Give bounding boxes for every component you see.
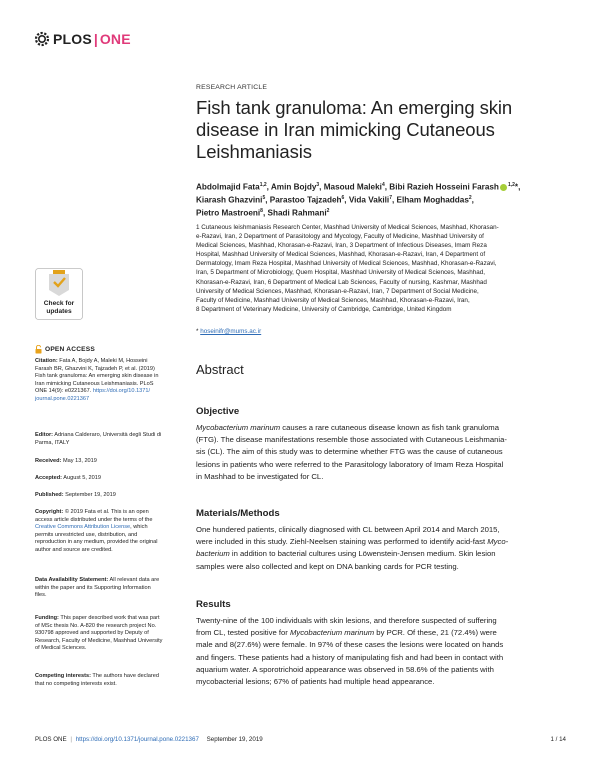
accepted-block bbox=[35, 475, 181, 483]
text-run: by PCR. Of these, 21 (72.4%) were bbox=[374, 628, 497, 638]
open-access-label bbox=[35, 345, 95, 354]
accepted-label: Accepted: bbox=[35, 475, 63, 481]
affiliations bbox=[196, 223, 564, 314]
text-run: samples were also collected and kept on DNA banking cards for PCR testing. bbox=[196, 561, 459, 571]
logo-separator: | bbox=[93, 31, 98, 47]
author-sep: , bbox=[471, 195, 474, 205]
text-run: mycobacterial lesions; 67% of patients had multiple head appearance. bbox=[196, 677, 435, 687]
funding-line-5: of Medical Sciences. bbox=[35, 645, 87, 651]
text-run: from CL, tested positive for bbox=[196, 628, 290, 638]
affiliation-line: Hospital, Mashhad University of Medical Sciences, Mashhad, Khorasan-e-Razavi, Iran, 4 Department of bbox=[196, 251, 486, 259]
logo-plos-text: PLOS bbox=[53, 31, 92, 47]
author-sup: 4 bbox=[381, 182, 385, 188]
author-sup: 2 bbox=[326, 207, 330, 214]
title-line-1: Fish tank granuloma: An emerging skin bbox=[196, 97, 513, 118]
corresp-star: * bbox=[196, 328, 199, 335]
author-sup: 6 bbox=[341, 194, 345, 201]
open-access-text: OPEN ACCESS bbox=[45, 346, 95, 353]
citation-label: Citation: bbox=[35, 358, 58, 364]
methods-paragraph bbox=[196, 524, 568, 573]
author-tajzadeh[interactable]: , Parastoo Tajzadeh bbox=[265, 195, 342, 205]
author-sup: 1,2 bbox=[507, 182, 515, 188]
cc-license-link[interactable]: Creative Commons Attribution License bbox=[35, 524, 131, 530]
author-mastroeni[interactable]: Pietro Mastroeni bbox=[196, 208, 261, 218]
copyright-block bbox=[35, 509, 181, 554]
citation-line-4: Iran mimicking Cutaneous Leishmaniasis. PLoS bbox=[35, 380, 154, 387]
competing-line-1: The authors have declared bbox=[90, 673, 159, 679]
affiliation-line: Faculty of Medicine, Mashhad University of Medical Sciences, Mashhad, Khorasan-e-Razavi, Iran, bbox=[196, 296, 470, 304]
text-run: in Mashhad to be investigated for CL. bbox=[196, 471, 324, 481]
copyright-line-3: , which bbox=[130, 524, 148, 530]
text-run: in addition to bacterial cultures using Löwenstein-Jensen medium. Skin lesion bbox=[229, 549, 496, 559]
author-rahmani[interactable]: , Shadi Rahmani bbox=[262, 208, 327, 218]
species-name: bacterium bbox=[196, 549, 230, 559]
funding-block bbox=[35, 615, 181, 653]
species-name: Mycobacterium marinum bbox=[196, 423, 281, 432]
data-availability-block bbox=[35, 577, 181, 600]
author-moghaddas[interactable]: , Elham Moghaddas bbox=[392, 195, 469, 205]
affiliation-line: e-Razavi, Iran, 2 Department of Parasitology and Mycology, Faculty of Medicine, Mashhad University of bbox=[196, 233, 484, 241]
affiliation-line: 1 Cutaneous leishmaniasis Research Center, Mashhad University of Medical Sciences, Mashhad, Khorasan- bbox=[196, 224, 499, 231]
abstract-line bbox=[196, 434, 568, 446]
text-run: One hundered patients, clinically diagnosed with CL between April 2014 and March 2015, bbox=[196, 525, 500, 534]
corresp-email-link[interactable]: hoseinifr@mums.ac.ir bbox=[200, 328, 262, 335]
citation-line-5: ONE 14(9): e0221367. bbox=[35, 388, 93, 394]
author-vakili[interactable]: , Vida Vakili bbox=[344, 195, 390, 205]
open-lock-icon bbox=[35, 345, 42, 354]
abstract-line bbox=[196, 446, 568, 458]
funding-label: Funding: bbox=[35, 615, 59, 621]
editor-line-1: Adriana Calderaro, Università degli Studi di bbox=[53, 432, 162, 438]
author-list bbox=[196, 180, 571, 219]
text-run: (FTG). The disease manifestations resemble those associated with Cutaneous Leishmania- bbox=[196, 435, 507, 445]
text-run: aquarium water. A sporotrichoid appearance was observed in 58.6% of the patients with bbox=[196, 664, 494, 674]
funding-line-1: This paper described work that was part bbox=[58, 615, 160, 621]
title-line-3: Leishmaniasis bbox=[196, 141, 312, 162]
competing-label: Competing interests: bbox=[35, 673, 91, 679]
editor-label: Editor: bbox=[35, 432, 54, 438]
abstract-line bbox=[196, 639, 568, 651]
funding-line-2: of MSc thesis No. A-820 the research project No. bbox=[35, 622, 157, 629]
author-sup: 7 bbox=[389, 194, 392, 201]
footer-journal: PLOS ONE bbox=[35, 736, 67, 743]
article-title bbox=[196, 97, 571, 163]
methods-heading: Materials/Methods bbox=[196, 508, 280, 519]
author-sup: 3 bbox=[316, 182, 320, 188]
results-heading: Results bbox=[196, 599, 231, 610]
editor-block bbox=[35, 432, 181, 447]
check-updates-line1: Check for bbox=[43, 300, 75, 307]
text-run: lesions in patients who were referred to the Parasitology laboratory of Imam Reza Hospital bbox=[196, 459, 504, 469]
article-type: RESEARCH ARTICLE bbox=[196, 84, 268, 91]
abstract-line bbox=[196, 548, 568, 560]
text-run: causes a rare cutaneous disease known as fish tank granuloma bbox=[280, 423, 499, 432]
author-maleki[interactable]: , Masoud Maleki bbox=[319, 182, 382, 192]
copyright-line-2: access article distributed under the terms of the bbox=[35, 516, 153, 523]
published-value: September 19, 2019 bbox=[63, 492, 116, 498]
results-paragraph bbox=[196, 615, 568, 688]
author-fata[interactable]: Abdolmajid Fata bbox=[196, 182, 260, 192]
affiliation-line: Iran, 5 Department of Microbiology, Quem Hospital, Mashhad University of Medical Sciences, Mashhad, bbox=[196, 269, 485, 277]
citation-line-1: Fata A, Bojdy A, Maleki M, Hosseini bbox=[57, 358, 148, 364]
author-ghazvini[interactable]: Kiarash Ghazvini bbox=[196, 195, 263, 205]
author-sup: 1,2 bbox=[259, 182, 267, 188]
funding-line-3: 930798 approved and supported by Deputy of bbox=[35, 630, 149, 636]
species-name: Mycobacterium marinum bbox=[290, 628, 375, 638]
text-run: male and 8(27.6%) were female. In 97% of these cases the lesions were located on hands bbox=[196, 640, 504, 650]
footer-doi-link[interactable]: https://doi.org/10.1371/journal.pone.0221367 bbox=[75, 736, 199, 743]
citation-doi-link[interactable]: https://doi.org/10.1371/ bbox=[92, 388, 151, 394]
abstract-line bbox=[196, 652, 568, 664]
corresponding-author bbox=[196, 328, 571, 335]
abstract-line bbox=[196, 627, 568, 639]
footer-page-number: 1 / 14 bbox=[550, 736, 566, 743]
competing-interests-block bbox=[35, 673, 181, 688]
affiliation-line: Medical Sciences, Mashhad, Khorasan-e-Razavi, Iran, 3 Department of Infectious Diseases, Imam Reza bbox=[196, 242, 487, 250]
abstract-line bbox=[196, 422, 568, 434]
abstract-line bbox=[196, 561, 568, 573]
accepted-value: August 5, 2019 bbox=[62, 475, 101, 481]
author-sup: 8 bbox=[260, 207, 263, 214]
data-availability-label: Data Availability Statement: bbox=[35, 577, 109, 583]
copyright-line-5: reproduction in any medium, provided the original bbox=[35, 539, 158, 545]
published-block bbox=[35, 492, 181, 500]
funding-line-4: Research, Faculty of Medicine, Mashhad University bbox=[35, 637, 163, 644]
copyright-label: Copyright: bbox=[35, 509, 64, 515]
author-bojdy[interactable]: , Amin Bojdy bbox=[266, 182, 317, 192]
data-line-3: files. bbox=[35, 592, 47, 598]
abstract-line bbox=[196, 459, 568, 471]
received-value: May 13, 2019 bbox=[61, 458, 97, 464]
affiliation-line: 8 Department of Veterinary Medicine, University of Cambridge, Cambridge, United Kingdom bbox=[196, 305, 452, 313]
orcid-icon[interactable] bbox=[500, 184, 507, 191]
objective-heading: Objective bbox=[196, 406, 240, 417]
footer-date: September 19, 2019 bbox=[206, 736, 263, 743]
abstract-line bbox=[196, 615, 568, 627]
title-line-2: disease in Iran mimicking Cutaneous bbox=[196, 119, 495, 140]
author-sup: 2 bbox=[468, 194, 472, 201]
data-line-1: All relevant data are bbox=[108, 577, 160, 583]
check-updates-label bbox=[35, 300, 83, 316]
abstract-heading: Abstract bbox=[196, 362, 244, 377]
affiliation-line: Dermatology, Imam Reza Hospital, Mashhad University of Medical Sciences, Mashhad, Khorasan-e-Razavi, bbox=[196, 260, 497, 268]
competing-line-2: that no competing interests exist. bbox=[35, 680, 117, 687]
published-label: Published: bbox=[35, 492, 64, 498]
author-corresp-mark: *, bbox=[514, 182, 521, 192]
abstract-line bbox=[196, 676, 568, 688]
affiliation-line: Khorasan-e-Razavi, Iran, 6 Department of Medical Lab Sciences, Faculty of nursing, Kashmar, Mashhad bbox=[196, 278, 487, 286]
copyright-line-6: author and source are credited. bbox=[35, 546, 113, 553]
data-line-2: within the paper and its Supporting Information bbox=[35, 584, 151, 591]
abstract-line bbox=[196, 524, 568, 536]
text-run: and fingers. These patients had a history of manipulating fish and had been in contact with bbox=[196, 652, 504, 662]
copyright-line-1: © 2019 Fata et al. This is an open bbox=[63, 509, 149, 515]
received-label: Received: bbox=[35, 458, 62, 464]
author-hosseini-farash[interactable]: , Bibi Razieh Hosseini Farash bbox=[384, 182, 499, 192]
citation-line-2: Farash BR, Ghazvini K, Tajzadeh P, et al. (2019) bbox=[35, 365, 155, 372]
abstract-line bbox=[196, 471, 568, 483]
footer-separator: | bbox=[70, 736, 72, 743]
logo-one-text: ONE bbox=[99, 31, 131, 47]
citation-line-3: Fish tank granuloma: An emerging skin disease in bbox=[35, 373, 159, 379]
objective-paragraph bbox=[196, 422, 568, 483]
received-block bbox=[35, 458, 181, 466]
species-name: Myco- bbox=[487, 537, 509, 547]
affiliation-line: University of Medical Sciences, Mashhad, Khorasan-e-Razavi, Iran, 7 Department of Social Medicine, bbox=[196, 287, 479, 295]
citation-doi-link-cont[interactable]: journal.pone.0221367 bbox=[35, 395, 90, 402]
abstract-line bbox=[196, 664, 568, 676]
plos-one-logo bbox=[34, 31, 131, 47]
check-updates-line2: updates bbox=[46, 308, 72, 315]
abstract-line bbox=[196, 536, 568, 548]
author-sup: 5 bbox=[262, 194, 266, 201]
copyright-line-4: permits unrestricted use, distribution, and bbox=[35, 531, 138, 538]
page-footer bbox=[35, 736, 566, 743]
editor-line-2: Parma, ITALY bbox=[35, 439, 70, 446]
citation-block bbox=[35, 358, 181, 403]
text-run: sis (CL). The aim of this study was to determine whether FTG was the cause of cutaneous bbox=[196, 447, 503, 457]
text-run: were included in this study. Ziehl-Neelsen staining was performed to identify acid-fast bbox=[196, 537, 488, 547]
plos-gear-icon bbox=[34, 31, 50, 47]
text-run: Twenty-nine of the 100 individuals with skin lesions, and therefore suspected of suffering bbox=[196, 616, 497, 625]
